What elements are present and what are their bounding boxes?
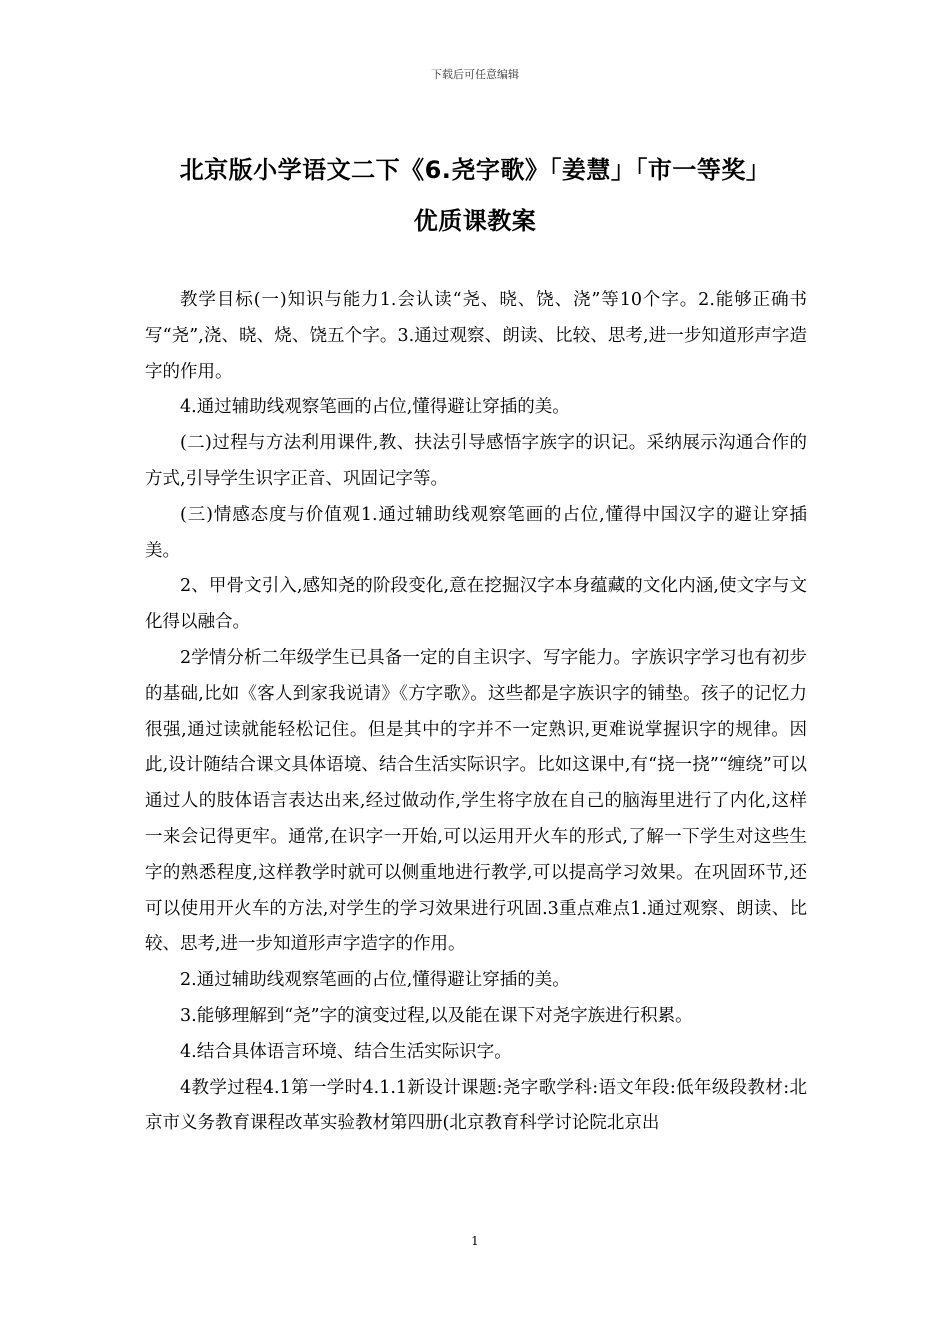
paragraph: (三)情感态度与价值观1.通过辅助线观察笔画的占位,懂得中国汉字的避让穿插美。 [145, 504, 807, 561]
document-title-line-2: 优质课教案 [413, 207, 537, 235]
paragraph: 2.通过辅助线观察笔画的占位,懂得避让穿插的美。 [180, 970, 570, 991]
paragraph: 2学情分析二年级学生已具备一定的自主识字、写字能力。字族识字学习也有初步的基础,比如《客人到家我说请》《方字歌》。这些都是字族识字的铺垫。孩子的记忆力很强,通过读就能轻松记住。但是其中的字并不一定熟识,更难说掌握识字的规律。因此,设计随结合课文具体语境、结合生活实际识字。比如这课中,有“挠一挠”“缠绕”可以通过人的肢体语言表达出来,经过做动作,学生将字放在自己的脑海里进行了内化,这样一来会记得更牢。通常,在识字一开始,可以运用开火车的形式,了解一下学生对这些生字的熟悉程度,这样教学时就可以侧重地进行教学,可以提高学习效果。在巩固环节,还可以使用开火车的方法,对学生的学习效果进行巩固.3重点难点1.通过观察、朗读、比较、思考,进一步知道形声字造字的作用。 [145, 647, 807, 955]
paragraph: 3.能够理解到“尧”字的演变过程,以及能在课下对尧字族进行积累。 [180, 1005, 693, 1026]
paragraph: 教学目标(一)知识与能力1.会认读“尧、晓、饶、浇”等10个字。2.能够正确书写“尧”,浇、晓、烧、饶五个字。3.通过观察、朗读、比较、思考,进一步知道形声字造字的作用。 [145, 290, 807, 382]
page-number: 1 [471, 1234, 479, 1248]
paragraph: (二)过程与方法利用课件,教、扶法引导感悟字族字的识记。采纳展示沟通合作的方式,引导学生识字正音、巩固记字等。 [145, 433, 807, 489]
header-note: 下载后可任意编辑 [431, 68, 519, 81]
document-body [145, 283, 807, 1142]
paragraph: 4教学过程4.1第一学时4.1.1新设计课题:尧字歌学科:语文年段:低年级段教材:北京市义务教育课程改革实验教材第四册(北京教育科学讨论院北京出 [145, 1077, 807, 1134]
paragraph: 4.结合具体语言环境、结合生活实际识字。 [180, 1041, 512, 1062]
paragraph: 4.通过辅助线观察笔画的占位,懂得避让穿插的美。 [180, 397, 570, 418]
document-title-line-1: 北京版小学语文二下《6.尧字歌》「姜慧」「市一等奖」 [179, 156, 771, 184]
paragraph: 2、甲骨文引入,感知尧的阶段变化,意在挖掘汉字本身蕴藏的文化内涵,使文字与文化得以融合。 [145, 576, 807, 633]
